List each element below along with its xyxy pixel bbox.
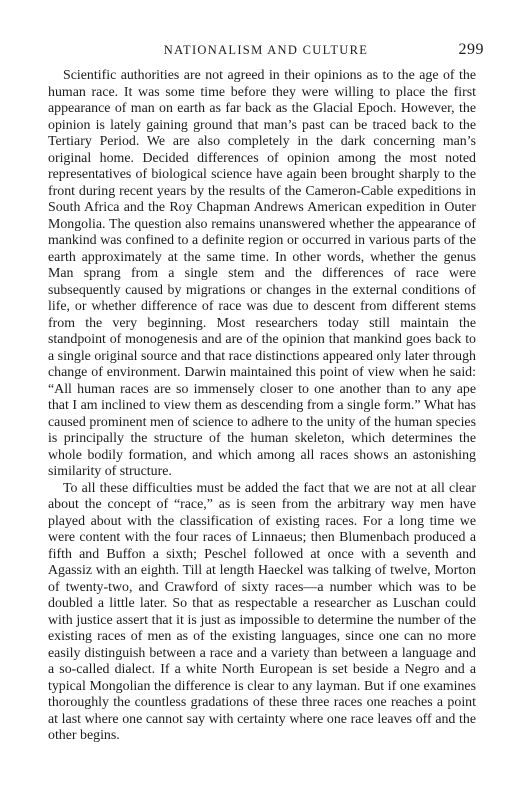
page-number: 299	[458, 41, 484, 58]
running-title: NATIONALISM AND CULTURE	[163, 43, 369, 57]
running-head	[48, 41, 484, 61]
paragraph-2: To all these difficulties must be added the fact that we are not at all clear about the concept of “race,” as is seen from the arbitrary way men have played about with the classification of existing races. For a long time we were content with the four races of Linnaeus; then Blumenbach produced a fifth and Buffon a sixth; Peschel followed at once with a seventh and Agassiz with an eighth. Till at length Haeckel was talking of twelve, Morton of twenty-two, and Crawford of sixty races—a number which was to be doubled a little later. So that as respectable a researcher as Luschan could with justice assert that it is just as impossible to determine the number of the existing races of men as of the existing languages, since one can no more easily distinguish between a race and a variety than between a language and a so-called dialect. If a white North European is set beside a Negro and a typical Mongolian the difference is clear to any layman. But if one examines thoroughly the countless gradations of these three races one reaches a point at last where one cannot say with certainty where one race leaves off and the other begins.	[48, 480, 476, 743]
paragraph-1: Scientific authorities are not agreed in their opinions as to the age of the human race. It was some time before they were willing to place the first appearance of man on earth as far back as the Glacial Epoch. However, the opinion is lately gaining ground that man’s past can be traced back to the Tertiary Period. We are also completely in the dark concerning man’s original home. Decided differences of opinion among the most noted representatives of biological science have again been brought sharply to the front during recent years by the results of the Cameron-Cable expeditions in South Africa and the Roy Chapman Andrews American expedition in Outer Mongolia. The question also remains unanswered whether the appearance of mankind was confined to a definite region or occurred in various parts of the earth approximately at the same time. In other words, whether the genus Man sprang from a single stem and the differences of race were subsequently caused by migrations or changes in the external conditions of life, or whether difference of race was due to descent from different stems from the very beginning. Most researchers today still maintain the standpoint of monogenesis and are of the opinion that mankind goes back to a single original source and that race distinctions appeared only later through change of environment. Darwin maintained this point of view when he said: “All human races are so immensely closer to one another than to any ape that I am inclined to view them as descending from a single form.” What has caused prominent men of science to adhere to the unity of the human species is principally the structure of the human skeleton, which determines the whole bodily formation, and which among all races shows an astonishing similarity of structure.	[48, 68, 476, 479]
body-text	[48, 68, 476, 745]
